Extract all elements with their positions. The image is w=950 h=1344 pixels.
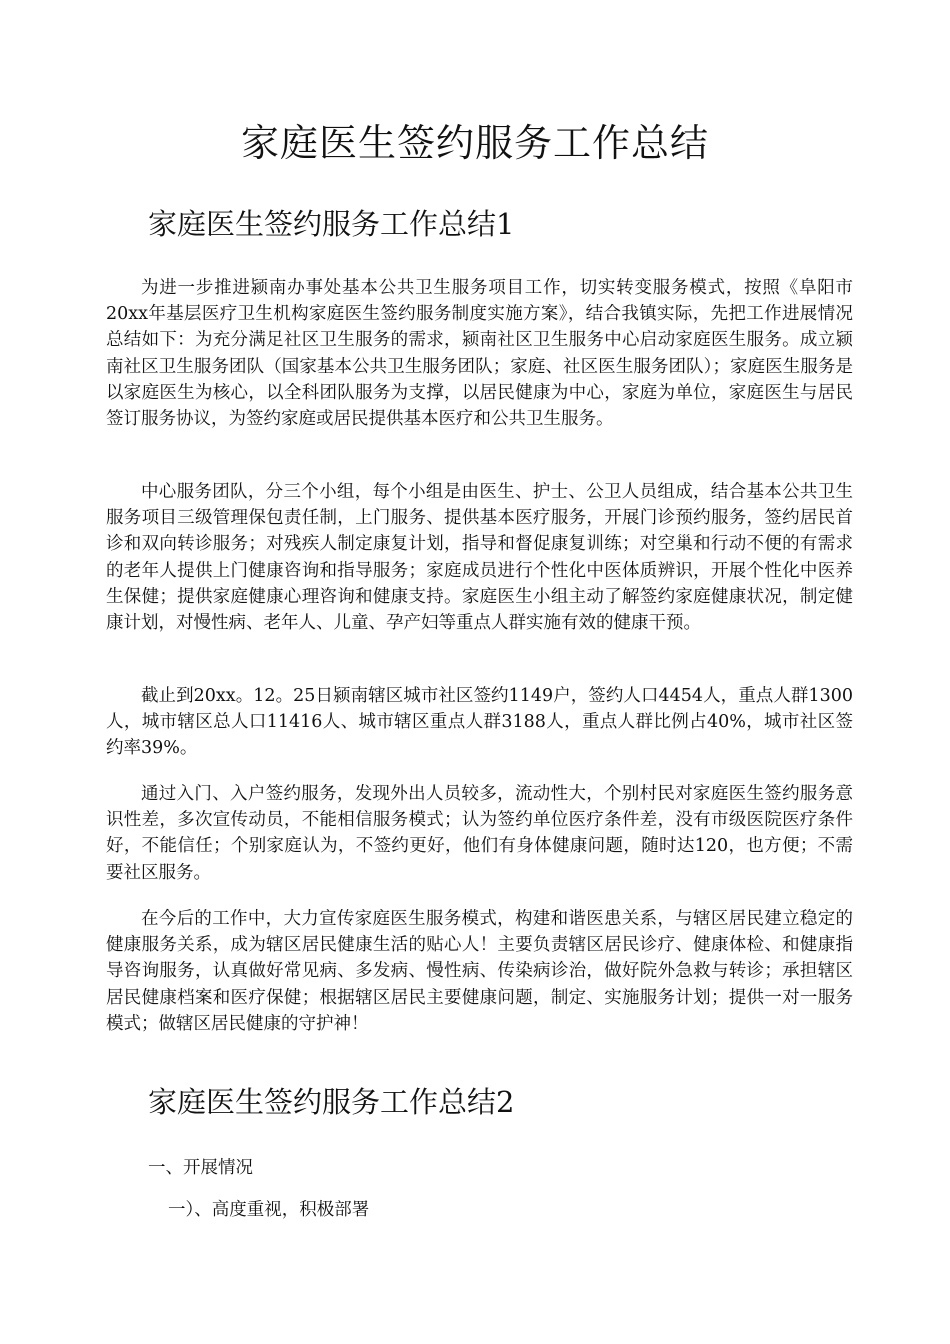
paragraph: 截止到20xx。12。25日颍南辖区城市社区签约1149户，签约人口4454人，重点人群1300人，城市辖区总人口11416人、城市辖区重点人群3188人，重点人群比例占40%，城市社区签约率39%。 <box>106 686 853 759</box>
paragraph: 在今后的工作中，大力宣传家庭医生服务模式，构建和谐医患关系，与辖区居民建立稳定的健康服务关系，成为辖区居民健康生活的贴心人！主要负责辖区居民诊疗、健康体检、和健康指导咨询服务，认真做好常见病、多发病、慢性病、传染病诊治，做好院外急救与转诊；承担辖区居民健康档案和医疗保健；根据辖区居民主要健康问题，制定、实施服务计划；提供一对一服务模式；做辖区居民健康的守护神！ <box>106 909 853 1034</box>
section-heading-2: 家庭医生签约服务工作总结2 <box>148 1085 515 1119</box>
section-heading-1: 家庭医生签约服务工作总结1 <box>148 207 515 241</box>
subheading: 一、开展情况 <box>148 1158 253 1178</box>
paragraph: 中心服务团队，分三个小组，每个小组是由医生、护士、公卫人员组成，结合基本公共卫生服务项目三级管理保包责任制，上门服务、提供基本医疗服务，开展门诊预约服务，签约居民首诊和双向转诊服务；对残疾人制定康复计划，指导和督促康复训练；对空巢和行动不便的有需求的老年人提供上门健康咨询和指导服务；家庭成员进行个性化中医体质辨识，开展个性化中医养生保健；提供家庭健康心理咨询和健康支持。家庭医生小组主动了解签约家庭健康状况，制定健康计划，对慢性病、老年人、儿童、孕产妇等重点人群实施有效的健康干预。 <box>106 482 853 634</box>
document-title: 家庭医生签约服务工作总结 <box>240 121 709 165</box>
subheading: 一）、高度重视，积极部署 <box>168 1200 370 1220</box>
paragraph: 为进一步推进颍南办事处基本公共卫生服务项目工作，切实转变服务模式，按照《阜阳市20xx年基层医疗卫生机构家庭医生签约服务制度实施方案》，结合我镇实际，先把工作进展情况总结如下：为充分满足社区卫生服务的需求，颍南社区卫生服务中心启动家庭医生服务。成立颍南社区卫生服务团队（国家基本公共卫生服务团队；家庭、社区医生服务团队）；家庭医生服务是以家庭医生为核心，以全科团队服务为支撑，以居民健康为中心，家庭为单位，家庭医生与居民签订服务协议，为签约家庭或居民提供基本医疗和公共卫生服务。 <box>106 278 853 430</box>
paragraph: 通过入门、入户签约服务，发现外出人员较多，流动性大，个别村民对家庭医生签约服务意识性差，多次宣传动员，不能相信服务模式；认为签约单位医疗条件差，没有市级医院医疗条件好，不能信任；个别家庭认为，不签约更好，他们有身体健康问题，随时达120，也方便；不需要社区服务。 <box>106 784 853 883</box>
